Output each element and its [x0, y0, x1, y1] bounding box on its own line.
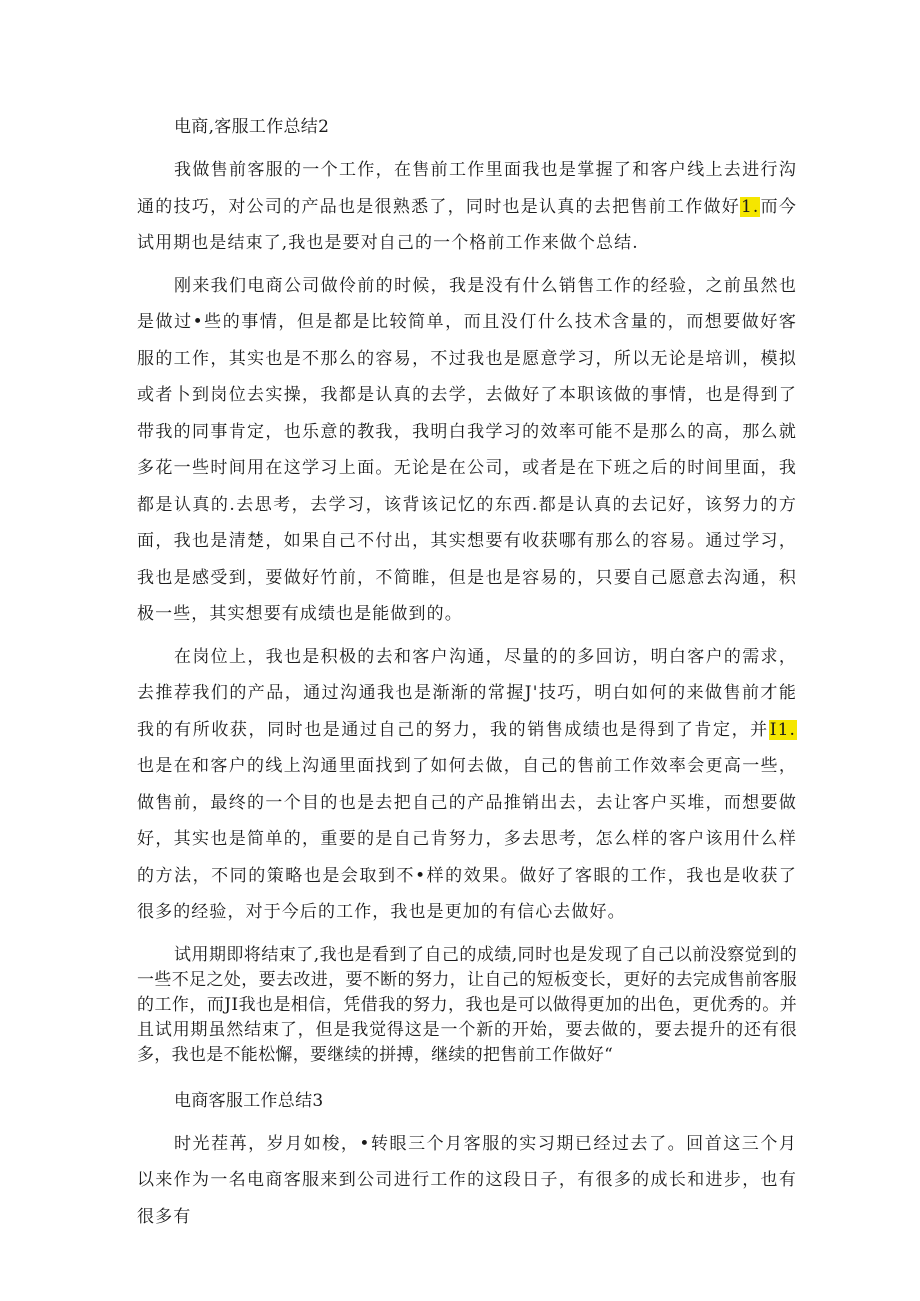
- highlight-mark-1: 1.: [741, 196, 760, 217]
- paragraph-3: [137, 639, 797, 931]
- document-body: [137, 104, 797, 1235]
- paragraph-1-text-a: 我做售前客服的一个工作，在售前工作里面我也是掌握了和客户线上去进行沟通的技巧，对公司的产品也是很熟悉了，同时也是认真的去把售前工作做好: [137, 160, 797, 217]
- section-heading-3: 电商客服工作总结3: [174, 1090, 324, 1111]
- paragraph-3-text-b: 也是在和客户的线上沟通里面找到了如何去做，自己的售前工作效率会更高一些，做售前，最终的一个目的也是去把自己的产品推销出去，去让客户买堆，而想要做好，其实也是简单的，重要的是自己肯努力，多去思考，怎么样的客户该用什么样的方法，不同的策略也是会取到不•样的效果。做好了客眼的工作，我也是收获了很多的经验，对于今后的工作，我也是更加的有信心去做好。: [137, 756, 797, 922]
- paragraph-4: 试用期即将结束了,我也是看到了自己的成绩,同时也是发现了自己以前没察觉到的一些不足之处，要去改进，要不断的努力，让自己的短板变长，更好的去完成售前客服的工作，而JI我也是相信，凭借我的努力，我也是可以做得更加的出色，更优秀的。并且试用期虽然结束了，但是我觉得这是一个新的开始，要去做的，要去提升的还有很多，我也是不能松懈，要继续的拼搏，继续的把售前工作做好“: [137, 944, 797, 1065]
- paragraph-5: 时光茬苒，岁月如梭，•转眼三个月客服的实习期已经过去了。回首这三个月以来作为一名电商客服来到公司进行工作的这段日子，有很多的成长和进步，也有很多有: [137, 1133, 797, 1227]
- paragraph-2: 刚来我们电商公司做伶前的时候，我是没有什么销售工作的经验，之前虽然也是做过•些的事情，但是都是比较简单，而且没仃什么技术含量的，而想要做好客服的工作，其实也是不那么的容易，不过我也是愿意学习，所以无论是培训，模拟或者卜到岗位去实操，我都是认真的去学，去做好了本职该做的事情，也是得到了带我的同事肯定，也乐意的教我，我明白我学习的效率可能不是那么的高，那么就多花一些时间用在这学习上面。无论是在公司，或者是在下班之后的时间里面，我都是认真的.去思考，去学习，该背该记忆的东西.都是认真的去记好，该努力的方面，我也是清楚，如果自己不付出，其实想要有收获哪有那么的容易。通过学习，我也是感受到，要做好竹前，不简睢，但是也是容易的，只要自己愿意去沟通，积极一些，其实想要有成绩也是能做到的。: [137, 275, 797, 624]
- section-heading-2: 电商,客服工作总结2: [174, 117, 330, 137]
- paragraph-1: [137, 152, 797, 262]
- paragraph-3-text-a: 在岗位上，我也是积极的去和客户沟通，尽量的的多回访，明白客户的需求，去推荐我们的产品，通过沟通我也是渐渐的常握J'技巧，明白如何的来做售前才能我的有所收获，同时也是通过自己的努力，我的销售成绩也是得到了肯定，并: [137, 646, 797, 740]
- highlight-mark-2: I1.: [769, 719, 796, 740]
- paragraph-1-text-b: 而今试用期也是结束了,我也是要对自己的一个格前工作来做个总结.: [137, 196, 797, 253]
